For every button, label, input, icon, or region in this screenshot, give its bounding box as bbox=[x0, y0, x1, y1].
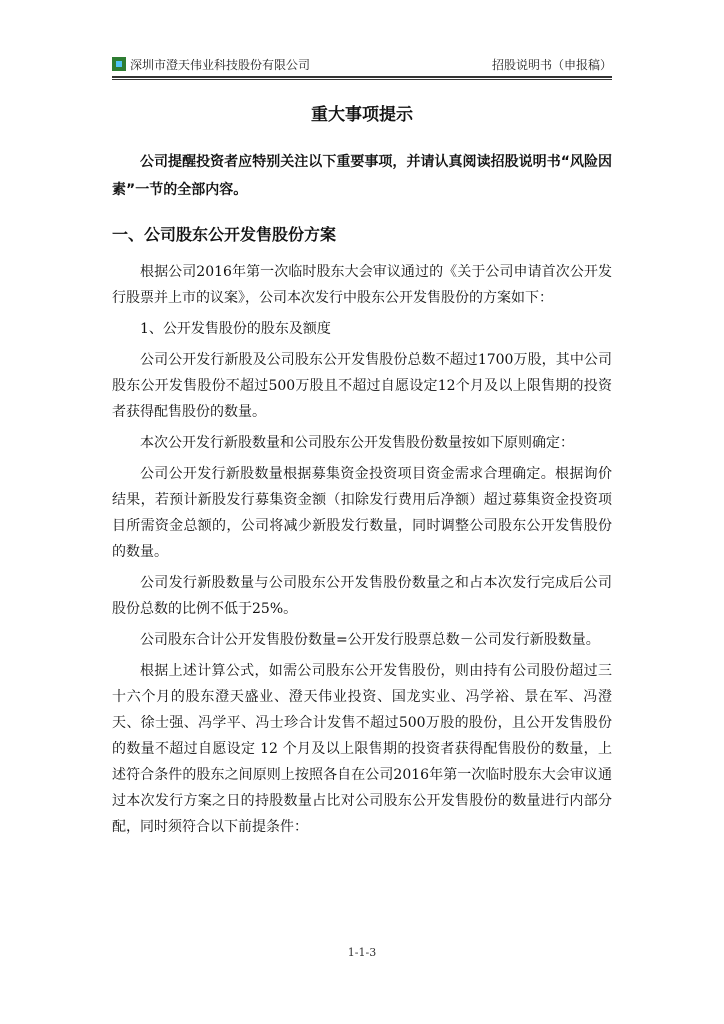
header-company-name: 深圳市澄天伟业科技股份有限公司 bbox=[130, 57, 311, 72]
page-title: 重大事项提示 bbox=[311, 105, 413, 125]
paragraph-3: 公司公开发行新股及公司股东公开发售股份总数不超过1700万股，其中公司股东公开发售股份不超过500万股且不超过自愿设定12个月及以上限售期的投资者获得配售股份的数量。 bbox=[112, 352, 612, 420]
header-doc-type: 招股说明书（申报稿） bbox=[491, 57, 612, 72]
header-rule-thin bbox=[112, 79, 612, 80]
section-heading: 一、公司股东公开发售股份方案 bbox=[112, 225, 337, 244]
header-left bbox=[112, 56, 310, 73]
paragraph-1: 根据公司2016年第一次临时股东大会审议通过的《关于公司申请首次公开发行股票并上市的议案》，公司本次发行中股东公开发售股份的方案如下： bbox=[112, 264, 612, 306]
paragraph-8: 根据上述计算公式，如需公司股东公开发售股份，则由持有公司股份超过三十六个月的股东澄天盛业、澄天伟业投资、国龙实业、冯学裕、景在军、冯澄天、徐士强、冯学平、冯士珍合计发售不超过500万股的股份，且公开发售股份的数量不超过自愿设定 12 个月及以上限售期的投资者获得配售股份的数量，上述符合条件的股东之间原则上按照各自在公司2016年第一次临时股东大会审议通过本次发行方案之日的持股数量占比对公司股东公开发售股份的数量进行内部分配，同时须符合以下前提条件： bbox=[112, 663, 612, 835]
intro-notice: 公司提醒投资者应特别关注以下重要事项，并请认真阅读招股说明书“风险因素”一节的全部内容。 bbox=[112, 154, 612, 198]
header-rule bbox=[112, 76, 612, 78]
page-header bbox=[112, 54, 612, 74]
document-body bbox=[112, 148, 612, 845]
paragraph-7: 公司股东合计公开发售股份数量=公开发行股票总数－公司发行新股数量。 bbox=[140, 632, 600, 648]
paragraph-4: 本次公开发行新股数量和公司股东公开发售股份数量按如下原则确定： bbox=[140, 435, 574, 451]
paragraph-2: 1、公开发售股份的股东及额度 bbox=[140, 321, 331, 337]
page-number: 1-1-3 bbox=[347, 946, 377, 959]
paragraph-5: 公司公开发行新股数量根据募集资金投资项目资金需求合理确定。根据询价结果，若预计新股发行募集资金额（扣除发行费用后净额）超过募集资金投资项目所需资金总额的，公司将减少新股发行数量，同时调整公司股东公开发售股份的数量。 bbox=[112, 466, 612, 560]
paragraph-6: 公司发行新股数量与公司股东公开发售股份数量之和占本次发行完成后公司股份总数的比例不低于25%。 bbox=[112, 575, 612, 617]
company-logo-icon bbox=[112, 57, 126, 71]
